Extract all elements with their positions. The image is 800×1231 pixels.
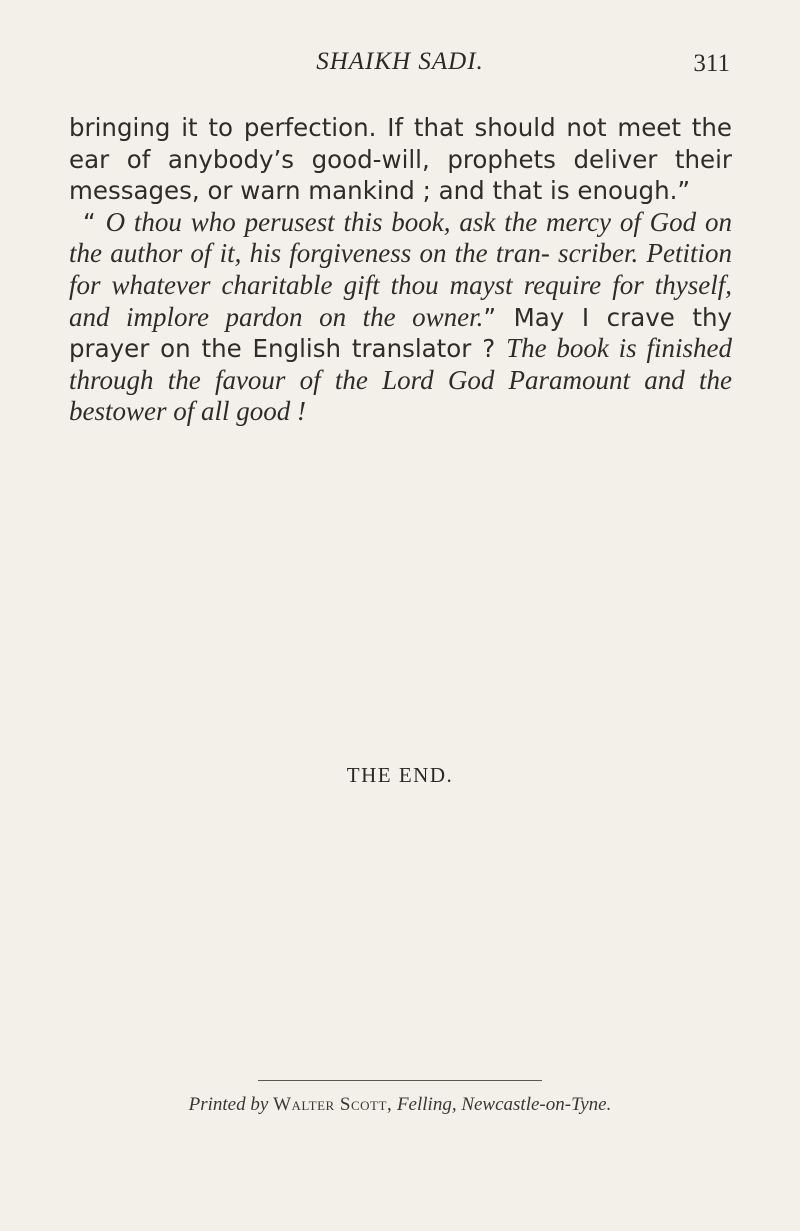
running-head — [70, 48, 730, 88]
open-quote: “ — [83, 207, 106, 237]
translator-request: ” May I crave thy prayer on the English translator ? — [69, 302, 732, 364]
divider-rule — [258, 1080, 542, 1081]
inscription-italic: O thou who perusest this book, ask the mercy of God on the author of it, his forgiveness on the tran- scriber. Petition for whatever charitable gift thou mayst require for thyself, and implore pardon on the owner. — [69, 206, 732, 332]
body-text — [69, 112, 732, 428]
page-number: 311 — [693, 50, 730, 77]
running-title: SHAIKH SADI. — [316, 48, 484, 75]
paragraph-2 — [69, 207, 732, 428]
the-end: THE END. — [346, 763, 454, 787]
closing-invocation-italic: The book is finished through the favour of the Lord God Paramount and the bestower of all good ! — [69, 333, 732, 427]
imprint-printed-by: Printed by — [188, 1094, 269, 1115]
printer-imprint — [0, 1094, 800, 1116]
paragraph-1: bringing it to perfection. If that should not meet the ear of anybody’s good-will, prophets deliver their messages, or warn mankind ; and that is enough.” — [69, 113, 732, 206]
imprint-place: Felling, Newcastle-on-Tyne. — [396, 1094, 612, 1115]
imprint-printer: Walter Scott, — [273, 1094, 393, 1115]
